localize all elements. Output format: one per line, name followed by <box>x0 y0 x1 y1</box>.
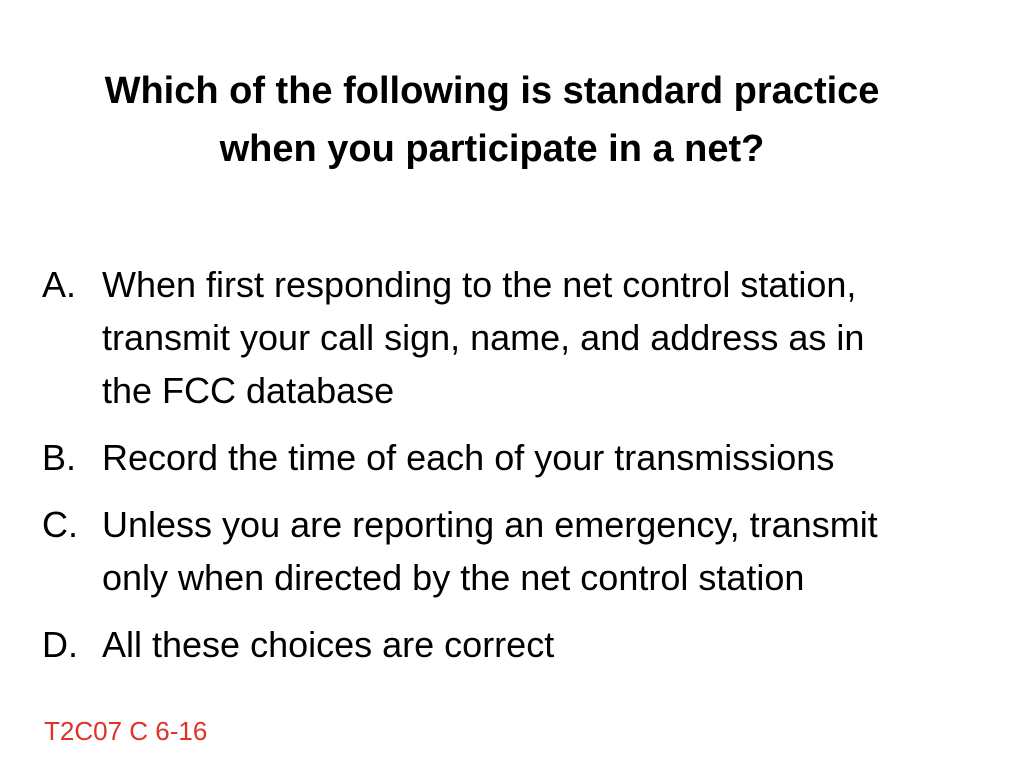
question-title-line-1: Which of the following is standard practice <box>104 70 880 112</box>
option-letter: A. <box>42 264 77 305</box>
option-text: All these choices are correct <box>102 624 555 665</box>
answer-option-b <box>42 431 922 484</box>
answer-option-c <box>42 498 922 604</box>
option-text: Record the time of each of your transmissions <box>102 437 835 478</box>
question-title <box>40 62 944 178</box>
question-reference: T2C07 C 6-16 <box>44 716 208 746</box>
answer-option-d <box>42 618 922 671</box>
option-letter: C. <box>42 504 78 545</box>
option-text: When first responding to the net control station, transmit your call sign, name, and address as in the FCC database <box>102 264 865 411</box>
question-title-line-2: when you participate in a net? <box>219 128 765 170</box>
option-letter: B. <box>42 437 77 478</box>
answer-options <box>42 258 922 685</box>
answer-option-a <box>42 258 922 417</box>
option-text: Unless you are reporting an emergency, transmit only when directed by the net control station <box>102 504 878 598</box>
option-letter: D. <box>42 624 78 665</box>
